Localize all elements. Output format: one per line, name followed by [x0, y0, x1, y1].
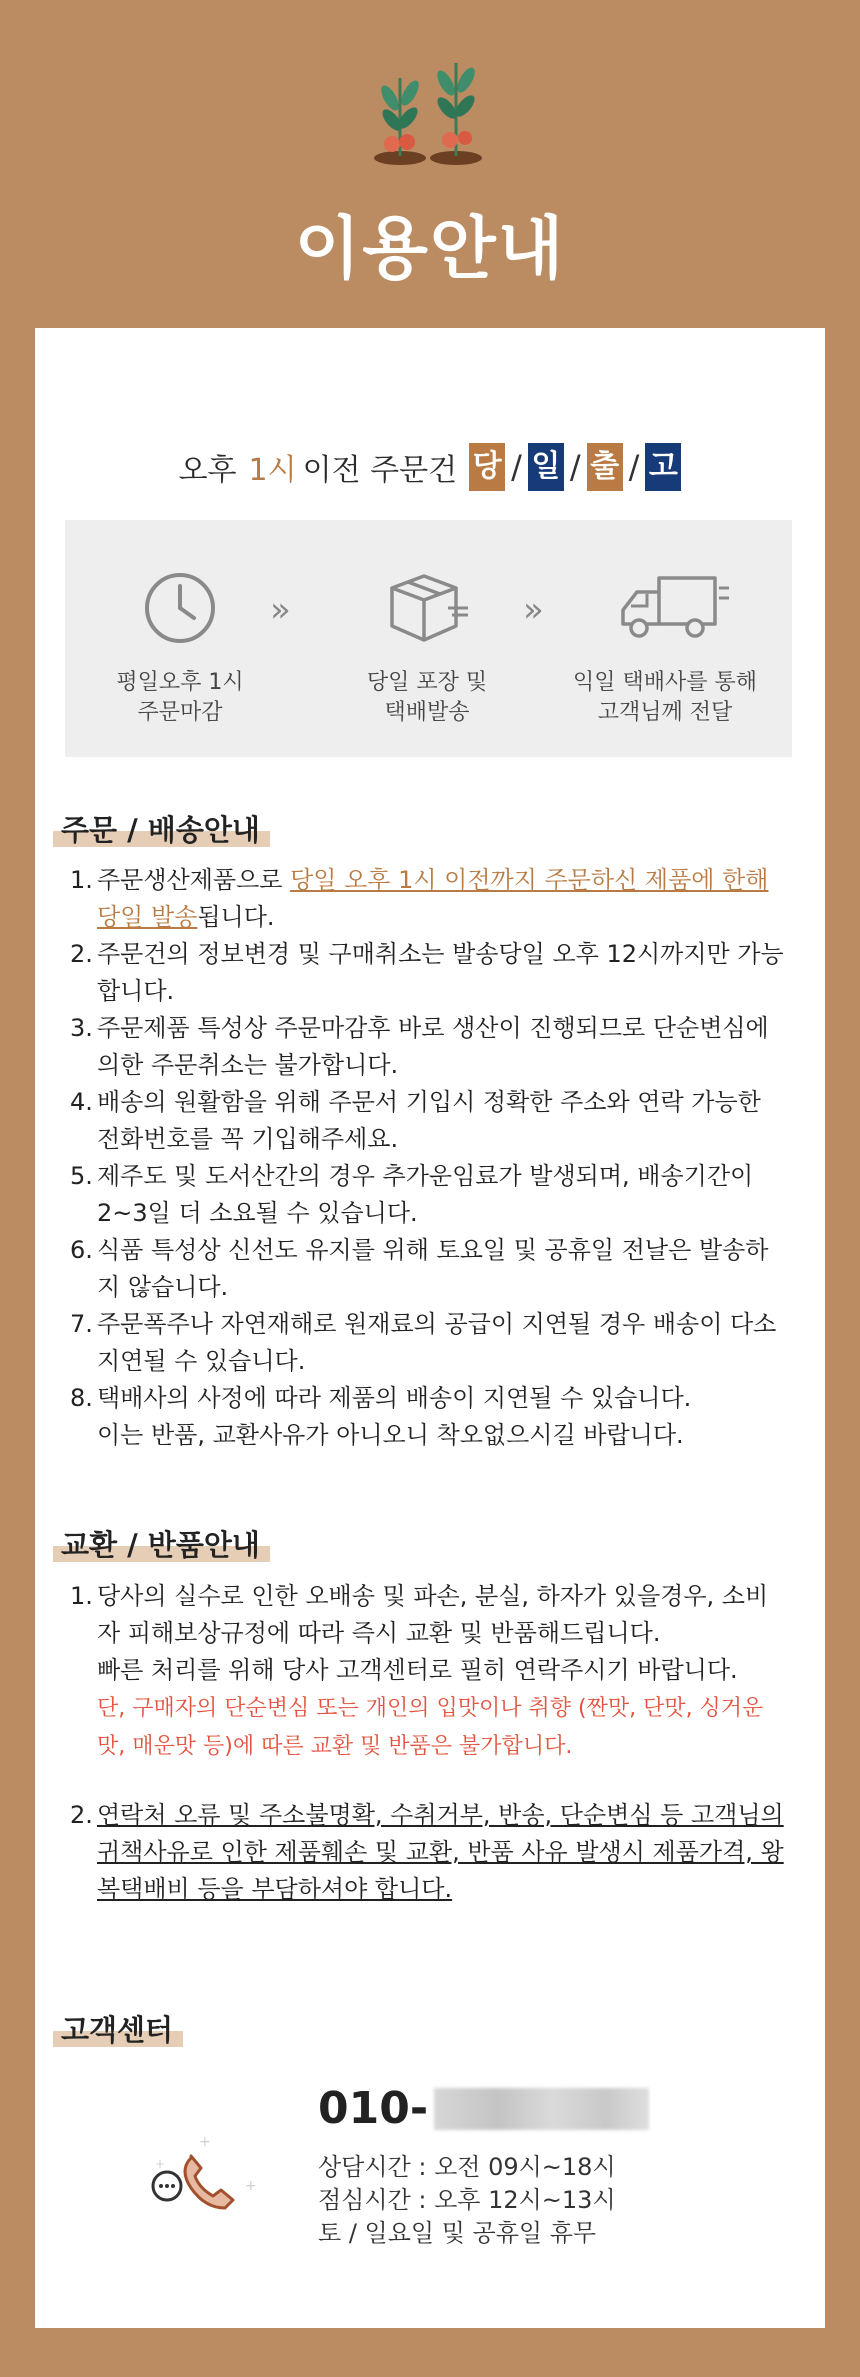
headline-time: 1시 — [248, 453, 297, 488]
step-packing — [327, 520, 527, 757]
phone-call-icon — [145, 2128, 265, 2222]
list-item: 2. 주문건의 정보변경 및 구매취소는 발송당일 오후 12시까지만 가능합니다. — [70, 940, 784, 1005]
clock-icon — [142, 570, 218, 650]
delivery-truck-icon — [615, 570, 731, 650]
svg-text:+: + — [199, 2134, 211, 2150]
headline-separator: / — [511, 448, 522, 486]
svg-text:+: + — [155, 2157, 166, 2171]
step-caption: 익일 택배사를 통해 고객님께 전달 — [572, 670, 757, 725]
warning-text: 단, 구매자의 단순변심 또는 개인의 입맛이나 취향 (짠맛, 단맛, 싱거운맛, 매운맛 등)에 따른 교환 및 반품은 불가합니다. — [97, 1696, 764, 1759]
same-day-shipping-headline — [35, 443, 825, 491]
box-icon — [382, 570, 472, 650]
list-item: 2. 연락처 오류 및 주소불명확, 수취거부, 반송, 단순변심 등 고객님의 귀책사유로 인한 제품훼손 및 교환, 반품 사유 발생시 제품가격, 왕복택배비 등을 부담하셔야 합니다. — [70, 1801, 784, 1903]
step-delivery — [565, 520, 780, 757]
customer-center-hours — [318, 2151, 616, 2250]
info-card — [35, 328, 825, 2328]
phone-number[interactable]: 010- — [318, 2083, 649, 2134]
shipping-steps-panel — [65, 520, 792, 757]
headline-separator: / — [569, 448, 581, 486]
list-item: 1. 주문생산제품으로 당일 오후 1시 이전까지 주문하신 제품에 한해 당일 발송됩니다. — [70, 866, 769, 931]
exchange-list — [70, 1578, 790, 1908]
redacted-number — [434, 2088, 649, 2130]
order-section-heading: 주문 / 배송안내 — [53, 808, 270, 849]
list-item: 8. 택배사의 사정에 따라 제품의 배송이 지연될 수 있습니다. 이는 반품, 교환사유가 아니오니 착오없으시길 바랍니다. — [70, 1384, 692, 1449]
step-arrow: » — [270, 590, 291, 630]
lunch-hours: 점심시간 : 오후 12시~13시 — [318, 2186, 616, 2214]
list-item: 3. 주문제품 특성상 주문마감후 바로 생산이 진행되므로 단순변심에 의한 주문취소는 불가합니다. — [70, 1014, 769, 1079]
svg-text:+: + — [245, 2178, 257, 2194]
consult-hours: 상담시간 : 오전 09시~18시 — [318, 2153, 616, 2181]
headline-separator: / — [628, 448, 640, 486]
tomato-plant-icon — [370, 58, 490, 168]
page-title: 이용안내 — [294, 210, 566, 289]
list-item: 6. 식품 특성상 신선도 유지를 위해 토요일 및 공휴일 전날은 발송하지 않습니다. — [70, 1236, 769, 1301]
step-caption: 당일 포장 및 택배발송 — [366, 670, 488, 725]
headline-pre: 오후 — [178, 453, 237, 488]
list-item: 1. 당사의 실수로 인한 오배송 및 파손, 분실, 하자가 있을경우, 소비자 피해보상규정에 따라 즉시 교환 및 반품해드립니다. 빠른 처리를 위해 당사 고객센터로 필히 연락주시기 바랍니다. 단, 구매자의 단순변심 또는 개인의 입맛이나 취향 (짠맛, 단맛, 싱거운맛, 매운맛 등)에 따른 교환 및 반품은 불가합니다. — [70, 1582, 769, 1759]
step-caption: 평일오후 1시 주문마감 — [116, 670, 244, 725]
order-list — [70, 862, 790, 1454]
headline-tag: 출 — [587, 443, 623, 491]
step-arrow: » — [523, 590, 544, 630]
list-item: 4. 배송의 원활함을 위해 주문서 기입시 정확한 주소와 연락 가능한 전화번호를 꼭 기입해주세요. — [70, 1088, 761, 1153]
headline-post: 이전 주문건 — [302, 453, 458, 488]
list-item: 7. 주문폭주나 자연재해로 원재료의 공급이 지연될 경우 배송이 다소 지연될 수 있습니다. — [70, 1310, 777, 1375]
headline-tag: 일 — [528, 443, 564, 491]
customer-center-heading: 고객센터 — [53, 2008, 183, 2049]
exchange-section-heading: 교환 / 반품안내 — [53, 1523, 270, 1564]
headline-tag: 고 — [645, 443, 681, 491]
list-item: 5. 제주도 및 도서산간의 경우 추가운임료가 발생되며, 배송기간이 2~3일 더 소요될 수 있습니다. — [70, 1162, 754, 1227]
headline-tag: 당 — [469, 443, 505, 491]
step-order-deadline — [80, 520, 280, 757]
closed-days: 토 / 일요일 및 공휴일 휴무 — [318, 2219, 597, 2247]
